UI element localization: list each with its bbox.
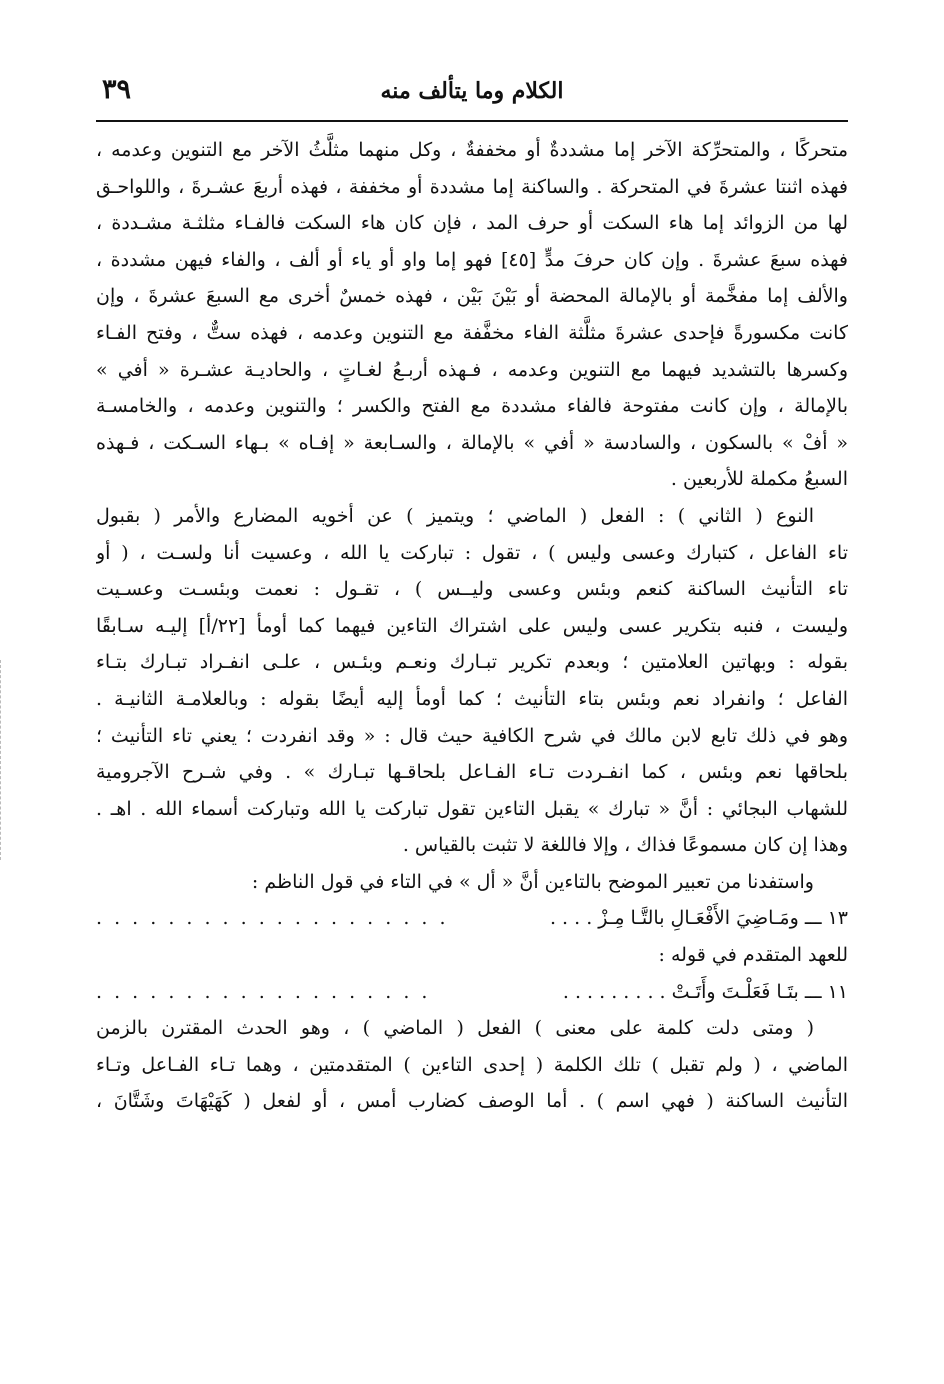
body-text (96, 132, 848, 1120)
text-line: الماضي ، ( ولم تقبل ) تلك الكلمة ( إحدى التاءين ) المتقدمتين ، وهما تـاء الفـاعل وتـاء (96, 1053, 848, 1076)
text-line: بلحاقها نعم وبئس ، كما انفـردت تـاء الفـاعل بلحاقـها تبـارك » . وفي شـرح الآجرومية (96, 761, 848, 784)
text-line: وهذا إن كان مسموعًا فذاك ، وإلا فاللغة لا تثبت بالقياس . (402, 834, 848, 857)
header-rule (96, 120, 848, 122)
text-line: للعهد المتقدم في قوله : (658, 944, 848, 967)
text-line: ( ومتى دلت كلمة على معنى ) الفعل ( الماضي ) ، وهو الحدث المقترن بالزمن (96, 1017, 814, 1040)
text-line: تاء الفاعل ، كتبارك وعسى وليس ) ، تقول : تباركت يا الله ، وعسيت أنا ولسـت ، ( أو (96, 541, 848, 564)
text-line: كانت مكسورةً فإحدى عشرةَ مثلَّثة الفاء مخفَّفة مع التنوين وعدمه ، فهذه ستٌّ ، وفتح الفـاء (96, 321, 848, 344)
verse-dots: . . . . . . . . . . . . . . . . . . . (96, 980, 431, 1003)
text-line: للشهاب البجائي : أنَّ « تبارك » يقبل التاءين تقول تباركت يا الله وتباركت أسماء الله . اهـ . (96, 797, 848, 820)
section-heading-line: النوع ( الثاني ) : الفعل ( الماضي ؛ ويتميز ) عن أخويه المضارع والأمر ( بقبول (96, 504, 814, 527)
binding-margin-mark (0, 660, 5, 860)
text-line: وليست ، فنبه بتكرير عسى وليس على اشتراك التاءين فيهما كما أومأ [٢٢/أ] إليـه سـابقًا (96, 614, 848, 637)
text-line: تاء التأنيث الساكنة كنعم وبئس وعسى وليــس ) ، تقـول : نعمت وبئسـت وعسـيت (96, 578, 848, 601)
page-number: ٣٩ (102, 74, 132, 105)
text-line: لها من الزوائد إما هاء السكت أو حرف المد ، فإن كان هاء السكت فالفـاء مثلثـة مشـددة ، (96, 212, 848, 235)
text-line: والألف إما مفخَّمة أو بالإمالة المحضة أو بَيْنَ بَيْن ، فهذه خمسٌ أخرى مع السبعَ عشرةَ ، وإن (96, 285, 848, 308)
text-line: التأنيث الساكنة ( فهي اسم ) . أما الوصف كضارب أمس ، أو لفعل ( كَهَيْهَاتَ وشَتَّانَ ، (96, 1090, 848, 1113)
text-line: « أفْ » بالسكون ، والسادسة « أفي » بالإمالة ، والسـابعة « إفـاه » بـهاء السـكت ، فـهذه (96, 431, 848, 454)
text-line: فهذه اثنتا عشرةَ في المتحركة . والساكنة إما مشددة أو مخففة ، فهذه أربعَ عشـرةَ ، واللواحـق (96, 175, 848, 198)
text-line: الفاعل ؛ وانفراد نعم وبئس بتاء التأنيث ؛ كما أومأ إليه أيضًا بقوله : وبالعلامـة الثانيـة . (96, 687, 848, 710)
verse-dots: . . . . . . . . . . . . . . . . . . . . (96, 907, 449, 930)
header-title: الكلام وما يتألف منه (380, 78, 564, 104)
verse-text: ١١ ـــ بتَـا فَعَلْـتَ وأَتَـتْ . . . . . . . . . (562, 980, 848, 1003)
text-line: متحركًا ، والمتحرِّكة الآخر إما مشددةٌ أو مخففةٌ ، وكل منهما مثلَّثُ الآخر مع التنوين وعدمه ، (96, 139, 848, 161)
text-line: فهذه سبعَ عشرةَ . وإن كان حرفَ مدٍّ [٤٥] فهو إما واو أو ياء أو ألف ، والفاء فيهن مشددة ، (96, 248, 848, 271)
verse-13 (96, 900, 848, 937)
verse-text: ١٣ ـــ ومَـاضِيَ الأَفْعَـالِ بالتَّـا مِـزْ . . . . (549, 907, 848, 930)
running-header (96, 72, 848, 112)
text-line: السبعُ مكملة للأربعين . (670, 468, 848, 491)
text-line: وهو في ذلك تابع لابن مالك في شرح الكافية حيث قال : « وقد انفردت ؛ يعني تاء التأنيث ؛ (96, 724, 848, 747)
text-line: بقوله : وبهاتين العلامتين ؛ وبعدم تكرير تبـارك ونعـم وبئـس ، علـى انفـراد تبـارك بتـاء (96, 651, 848, 674)
text-line: وكسرها بالتشديد فيهما مع التنوين وعدمه ، فـهذه أربـعُ لغـاتٍ ، والحاديـة عشـرة « أفي » (96, 358, 848, 381)
text-line: بالإمالة ، وإن كانت مفتوحة فالفاء مشددة مع الفتح والكسر ؛ والتنوين وعدمه ، والخامسـة (96, 395, 848, 418)
verse-11 (96, 974, 848, 1011)
text-line: واستفدنا من تعبير الموضح بالتاءين أنَّ « أل » في التاء في قول الناظم : (251, 870, 814, 893)
